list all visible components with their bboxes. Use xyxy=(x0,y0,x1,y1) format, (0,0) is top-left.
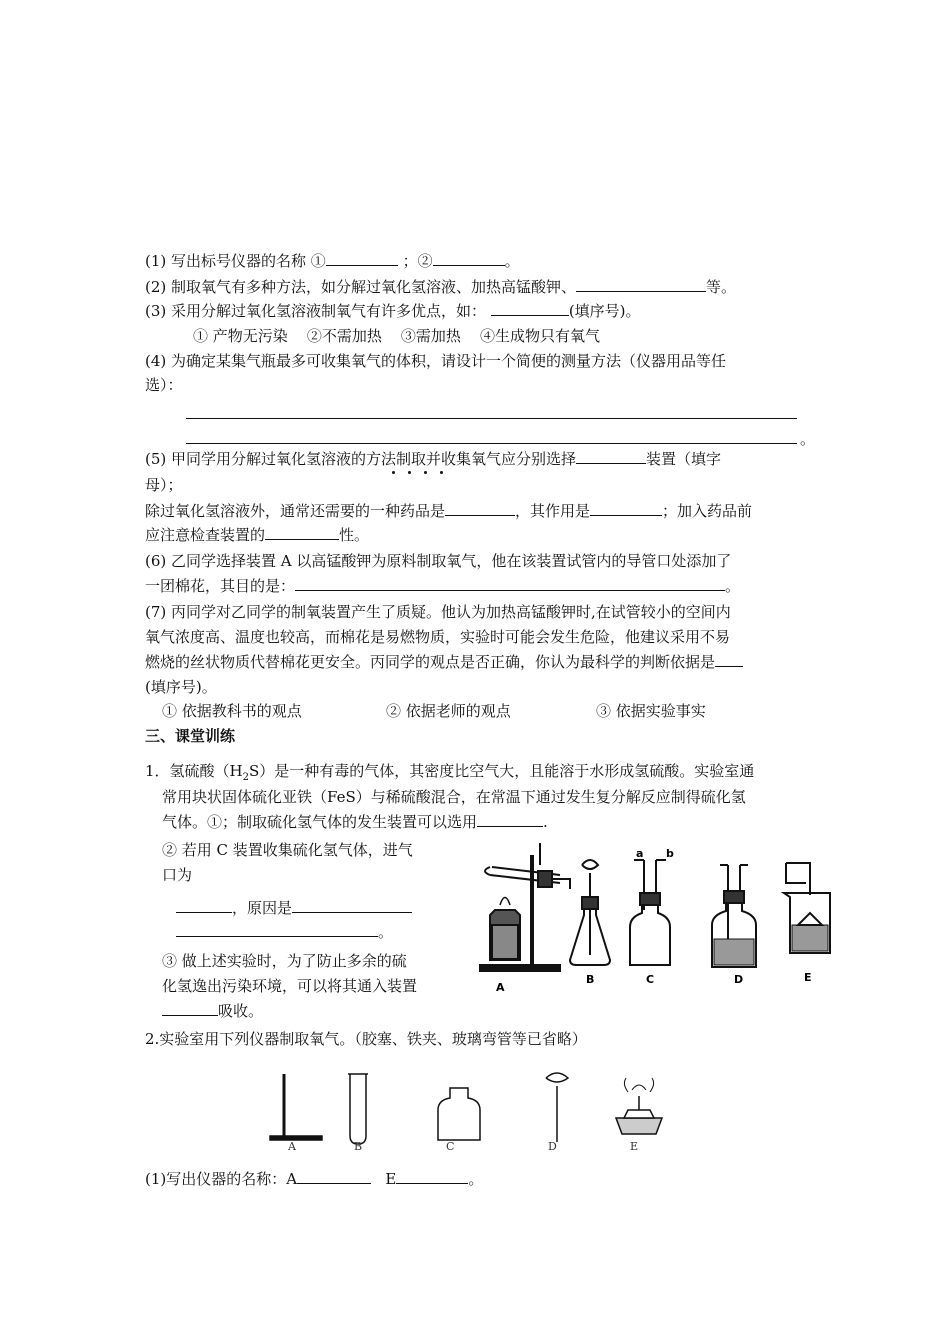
fig1-label-a: A xyxy=(496,981,505,994)
p1-blank-2[interactable] xyxy=(176,898,232,913)
p1-line-2: 常用块状固体硫化亚铁（FeS）与稀硫酸混合，在常温下通过发生复分解反应制得硫化氢 xyxy=(162,788,746,806)
fig2-label-b: B xyxy=(354,1140,363,1153)
p2-question-1 xyxy=(145,1168,483,1190)
p1-reason-text: ，原因是 xyxy=(232,899,293,917)
apparatus-c xyxy=(630,860,670,965)
p1-text-b: S）是一种有毒的气体，其密度比空气大，且能溶于水形成氢硫酸。实验室通 xyxy=(249,762,755,780)
fig2-label-d: D xyxy=(548,1140,557,1153)
q1-blank-2[interactable] xyxy=(433,251,505,266)
p1-absorb-text: 吸收。 xyxy=(218,1002,264,1020)
fig1-label-e: E xyxy=(804,971,812,984)
fig1-label-c: C xyxy=(646,973,655,986)
q4-answer-rule-2[interactable] xyxy=(186,443,797,444)
apparatus-figure-1 xyxy=(470,835,840,995)
fig1-port-a: a xyxy=(636,847,644,860)
q6-end: 。 xyxy=(725,577,741,595)
fig1-port-b: b xyxy=(666,847,674,860)
q7-option-1: ① 依据教科书的观点 xyxy=(162,702,302,720)
q7-text: 燃烧的丝状物质代替棉花更安全。丙同学的观点是否正确，你认为最科学的判断依据是 xyxy=(145,653,716,671)
p2-blank-e[interactable] xyxy=(396,1169,468,1184)
p2-q1-text: (1)写出仪器的名称：A xyxy=(145,1170,298,1188)
q3-options: ① 产物无污染 ②不需加热 ③需加热 ④生成物只有氧气 xyxy=(193,327,600,345)
q2-text: (2) 制取氧气有多种方法，如分解过氧化氢溶液、加热高锰酸钾、 xyxy=(145,278,577,296)
emphasis-dot xyxy=(392,471,395,474)
q6-text: 一团棉花，其目的是： xyxy=(145,577,296,595)
q7-line-3 xyxy=(145,651,743,673)
p1-s2-end: 。 xyxy=(378,923,394,941)
q7-line-1: (7) 丙同学对乙同学的制氧装置产生了质疑。他认为加热高锰酸钾时,在试管较小的空间内 xyxy=(145,603,731,621)
p1-s2-line-1: ② 若用 C 装置收集硫化氢气体，进气 xyxy=(162,841,413,859)
q4-line-1: (4) 为确定某集气瓶最多可收集氧气的体积，请设计一个简便的测量方法（仪器用品等任 xyxy=(145,352,727,370)
instrument-b xyxy=(348,1074,368,1144)
p1-subscript: 2 xyxy=(242,772,250,783)
q5-drug-text: 除过氧化氢溶液外，通常还需要的一种药品是 xyxy=(145,502,446,520)
q5-blank-1[interactable] xyxy=(576,449,646,464)
p1-text-c: 气体。①；制取硫化氢气体的发生装置可以选用 xyxy=(162,813,478,831)
q7-option-2: ② 依据老师的观点 xyxy=(386,702,511,720)
q7-option-3: ③ 依据实验事实 xyxy=(596,702,706,720)
p2-q1-end: 。 xyxy=(468,1170,484,1188)
instrument-a xyxy=(270,1074,322,1140)
p1-s2-line-2: 口为 xyxy=(162,866,193,884)
question-3-line xyxy=(145,300,641,322)
p1-blank-4[interactable] xyxy=(176,922,378,937)
p1-blank-3[interactable] xyxy=(292,898,412,913)
p1-s2-line-3 xyxy=(176,897,412,919)
q1-end: 。 xyxy=(504,252,520,270)
q4-end: 。 xyxy=(800,430,816,448)
q6-line-1: (6) 乙同学选择装置 A 以高锰酸钾为原料制取氧气，他在该装置试管内的导管口处添加了 xyxy=(145,552,732,570)
p1-s2-line-4 xyxy=(176,921,393,943)
fig1-label-d: D xyxy=(734,973,744,986)
emphasis-dot xyxy=(424,471,427,474)
section-heading: 三、课堂训练 xyxy=(145,727,236,745)
q5-line-3 xyxy=(145,500,752,522)
q7-blank[interactable] xyxy=(715,652,743,667)
p1-line-1 xyxy=(145,760,754,789)
q1-text: (1) 写出标号仪器的名称 ① xyxy=(145,252,326,270)
instrument-d xyxy=(546,1073,568,1142)
q5-line-4 xyxy=(145,524,369,546)
emphasis-dot xyxy=(408,471,411,474)
q5-blank-3[interactable] xyxy=(590,501,662,516)
q5-text-end: 装置（填字 xyxy=(646,450,722,468)
apparatus-figure-2 xyxy=(262,1070,682,1155)
fig2-label-c: C xyxy=(446,1140,455,1153)
q2-end: 等。 xyxy=(706,278,737,296)
apparatus-a xyxy=(480,843,570,971)
q5-check-end: 性。 xyxy=(339,526,370,544)
q5-line-2: 母）； xyxy=(145,476,183,494)
q2-blank[interactable] xyxy=(576,277,706,292)
fig2-label-e: E xyxy=(630,1140,639,1153)
p1-s3-line-2: 化氢逸出污染环境，可以将其通入装置 xyxy=(162,977,418,995)
apparatus-e xyxy=(784,863,830,953)
q5-role-text: ，其作用是 xyxy=(515,502,591,520)
q3-end: (填序号)。 xyxy=(568,302,641,320)
q7-line-4: (填序号)。 xyxy=(145,678,217,696)
instrument-c xyxy=(438,1088,480,1140)
q4-answer-rule-1[interactable] xyxy=(186,418,797,419)
fig2-label-a: A xyxy=(288,1140,296,1153)
p1-s3-line-1: ③ 做上述实验时，为了防止多余的硫 xyxy=(162,952,407,970)
p1-blank-1[interactable] xyxy=(477,812,543,827)
q5-before-text: ；加入药品前 xyxy=(662,502,753,520)
q4-line-2: 选）： xyxy=(145,376,183,394)
instrument-e xyxy=(616,1078,662,1134)
q5-blank-4[interactable] xyxy=(265,525,339,540)
question-1-line xyxy=(145,250,520,272)
fig1-label-b: B xyxy=(586,973,595,986)
q5-text: (5) 甲同学用分解过氧化氢溶液的方法制取并收集氧气应分别选择 xyxy=(145,450,577,468)
question-2-line xyxy=(145,276,736,298)
p1-text-a: 1．氢硫酸（H xyxy=(145,762,243,780)
p2-line-1: 2.实验室用下列仪器制取氧气。（胶塞、铁夹、玻璃弯管等已省略） xyxy=(145,1030,587,1048)
q1-blank-1[interactable] xyxy=(326,251,398,266)
emphasis-dot xyxy=(440,471,443,474)
p2-blank-a[interactable] xyxy=(297,1169,371,1184)
apparatus-d xyxy=(712,865,756,967)
q3-blank[interactable] xyxy=(491,301,569,316)
p1-end: . xyxy=(543,813,548,831)
p2-q1-e: E xyxy=(385,1170,397,1188)
q5-check-text: 应注意检查装置的 xyxy=(145,526,266,544)
apparatus-b xyxy=(570,860,610,965)
p1-line-3 xyxy=(162,811,548,833)
p1-s3-line-3 xyxy=(162,1000,263,1022)
q1-sep: ；② xyxy=(402,252,433,270)
q6-blank[interactable] xyxy=(295,576,725,591)
q7-line-2: 氧气浓度高、温度也较高，而棉花是易燃物质，实验时可能会发生危险，他建议采用不易 xyxy=(145,628,731,646)
p1-blank-5[interactable] xyxy=(162,1001,218,1016)
q3-text: (3) 采用分解过氧化氢溶液制氧气有许多优点，如： xyxy=(145,302,487,320)
q5-blank-2[interactable] xyxy=(445,501,515,516)
q5-line-1 xyxy=(145,448,721,470)
q6-line-2 xyxy=(145,575,740,597)
